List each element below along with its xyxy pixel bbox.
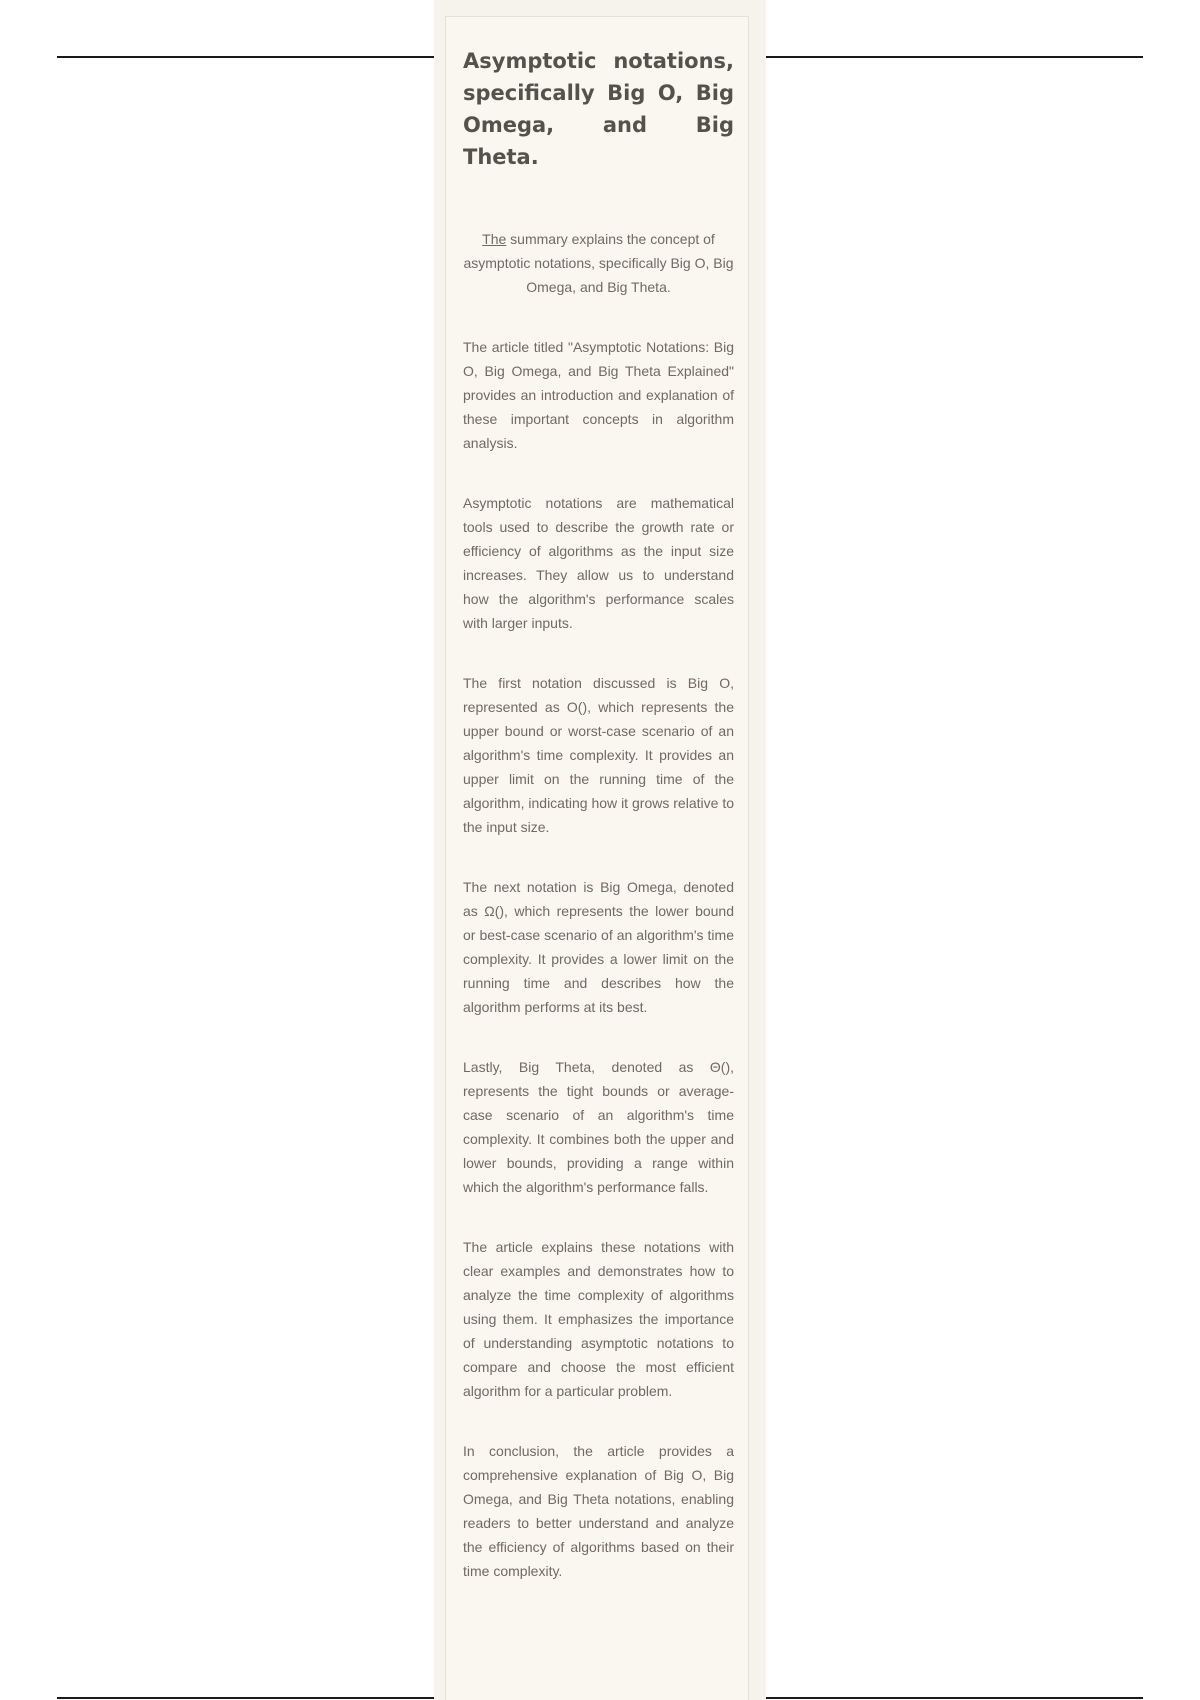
header-rule-right [765,56,1143,58]
body-paragraph-big-omega: The next notation is Big Omega, denoted as Ω(), which represents the lower bound or best-case scenario of an algorithm's time complexity. It provides a lower limit on the running time and describes how the algorithm performs at its best. [463,879,734,1015]
summary-text: summary explains the concept of asymptotic notations, specifically Big O, Big Omega, and Big Theta. [463,231,734,295]
body-paragraph-intro: The article titled "Asymptotic Notations: Big O, Big Omega, and Big Theta Explained" provides an introduction and explanation of these important concepts in algorithm analysis. [463,339,734,451]
summary-paragraph [463,227,734,299]
card-title: Asymptotic notations, specifically Big O, Big Omega, and Big Theta. [463,49,734,169]
header-rule-left [57,56,435,58]
summary-lead-word: The [482,231,507,247]
summary-card [445,16,749,1700]
body-paragraph-big-o: The first notation discussed is Big O, represented as O(), which represents the upper bound or worst-case scenario of an algorithm's time complexity. It provides an upper limit on the running time of the algorithm, indicating how it grows relative to the input size. [463,675,734,835]
body-paragraph-conclusion: In conclusion, the article provides a comprehensive explanation of Big O, Big Omega, and Big Theta notations, enabling readers to better understand and analyze the efficiency of algorithms based on their time complexity. [463,1443,734,1579]
body-paragraph-big-theta: Lastly, Big Theta, denoted as Θ(), represents the tight bounds or average-case scenario of an algorithm's time complexity. It combines both the upper and lower bounds, providing a range within which the algorithm's performance falls. [463,1059,734,1195]
body-paragraph-asymptotic: Asymptotic notations are mathematical tools used to describe the growth rate or efficiency of algorithms as the input size increases. They allow us to understand how the algorithm's performance scales with larger inputs. [463,495,734,631]
body-paragraph-examples: The article explains these notations with clear examples and demonstrates how to analyze the time complexity of algorithms using them. It emphasizes the importance of understanding asymptotic notations to compare and choose the most efficient algorithm for a particular problem. [463,1239,734,1399]
